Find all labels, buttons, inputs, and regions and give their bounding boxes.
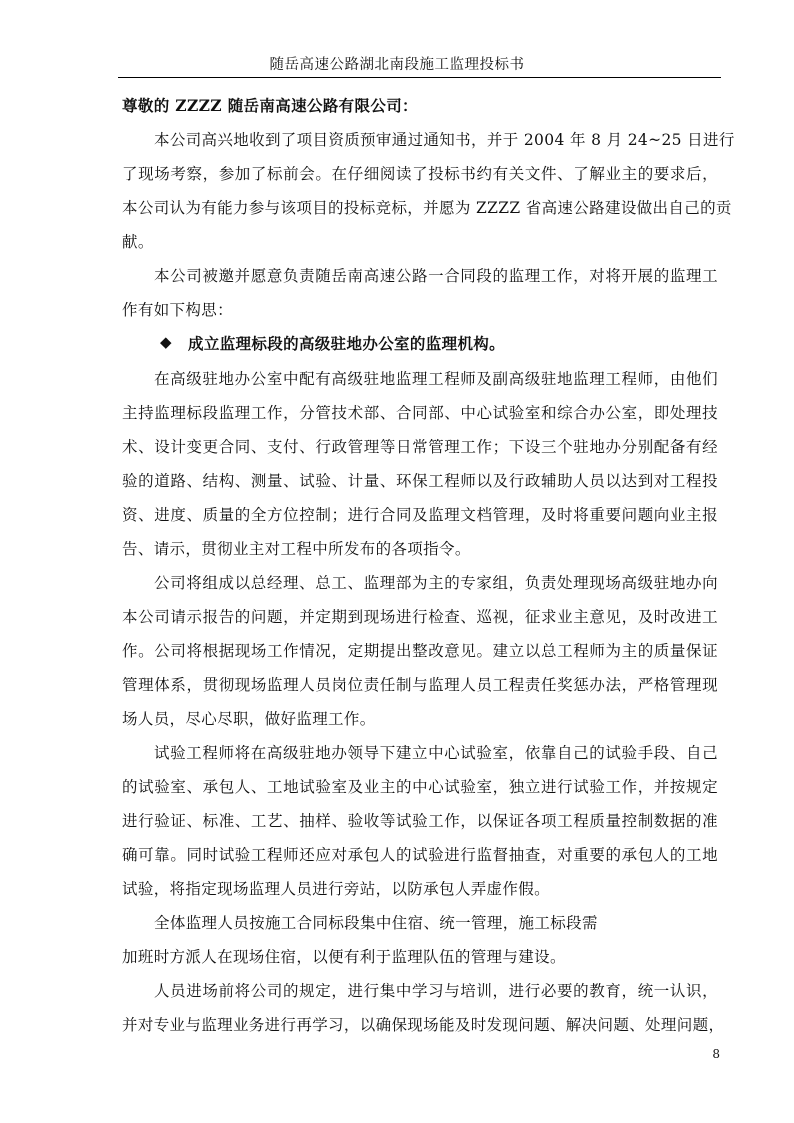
paragraph-line: 本公司请示报告的问题，并定期到现场进行检查、巡视，征求业主意见，及时改进工 xyxy=(122,608,718,626)
paragraph-line: 作。公司将根据现场工作情况，定期提出整改意见。建立以总工程师为主的质量保证 xyxy=(122,642,718,660)
paragraph-line: 场人员，尽心尽职，做好监理工作。 xyxy=(122,710,376,728)
paragraph-line: 主持监理标段监理工作，分管技术部、合同部、中心试验室和综合办公室，即处理技 xyxy=(122,404,718,422)
paragraph-line: 试验工程师将在高级驻地办领导下建立中心试验室，依靠自己的试验手段、自己 xyxy=(154,744,718,762)
paragraph-line: 的试验室、承包人、工地试验室及业主的中心试验室，独立进行试验工作，并按规定 xyxy=(122,778,718,796)
paragraph-line: 资、进度、质量的全方位控制；进行合同及监理文档管理，及时将重要问题向业主报 xyxy=(122,506,718,524)
paragraph-line: 告、请示，贯彻业主对工程中所发布的各项指令。 xyxy=(122,540,471,558)
diamond-bullet-icon: ◆ xyxy=(160,333,172,351)
paragraph-line: 了现场考察，参加了标前会。在仔细阅读了投标书约有关文件、了解业主的要求后， xyxy=(122,165,718,183)
paragraph-line: 试验，将指定现场监理人员进行旁站，以防承包人弄虚作假。 xyxy=(122,880,550,898)
paragraph-line: 本公司高兴地收到了项目资质预审通过通知书，并于 2004 年 8 月 24~25 日进行 xyxy=(154,131,735,149)
paragraph-line: 本公司被邀并愿意负责随岳南高速公路一合同段的监理工作，对将开展的监理工 xyxy=(154,267,718,285)
header-rule xyxy=(118,77,721,78)
paragraph-line: 本公司认为有能力参与该项目的投标竞标，并愿为 ZZZZ 省高速公路建设做出自己的贡 xyxy=(122,199,732,217)
header-title: 随岳高速公路湖北南段施工监理投标书 xyxy=(269,57,525,73)
paragraph-line: 管理体系，贯彻现场监理人员岗位责任制与监理人员工程责任奖惩办法，严格管理现 xyxy=(122,676,718,694)
paragraph-line: 验的道路、结构、测量、试验、计量、环保工程师以及行政辅助人员以达到对工程投 xyxy=(122,472,718,490)
paragraph-line: 全体监理人员按施工合同标段集中住宿、统一管理，施工标段需 xyxy=(154,914,598,932)
paragraph-line: 在高级驻地办公室中配有高级驻地监理工程师及副高级驻地监理工程师，由他们 xyxy=(154,370,718,388)
salutation: 尊敬的 ZZZZ 随岳南高速公路有限公司： xyxy=(122,96,418,115)
paragraph-line: 进行验证、标准、工艺、抽样、验收等试验工作，以保证各项工程质量控制数据的准 xyxy=(122,812,718,830)
paragraph-line: 献。 xyxy=(122,233,154,251)
bullet-heading: 成立监理标段的高级驻地办公室的监理机构。 xyxy=(188,334,506,353)
paragraph-line: 作有如下构思： xyxy=(122,301,233,319)
paragraph-line: 加班时方派人在现场住宿，以便有利于监理队伍的管理与建设。 xyxy=(122,948,566,966)
page-number: 8 xyxy=(712,1047,720,1061)
paragraph-line: 公司将组成以总经理、总工、监理部为主的专家组，负责处理现场高级驻地办向 xyxy=(154,574,718,592)
paragraph-line: 确可靠。同时试验工程师还应对承包人的试验进行监督抽查，对重要的承包人的工地 xyxy=(122,846,718,864)
paragraph-line: 术、设计变更合同、支付、行政管理等日常管理工作；下设三个驻地办分别配备有经 xyxy=(122,438,718,456)
paragraph-line: 人员进场前将公司的规定，进行集中学习与培训，进行必要的教育，统一认识， xyxy=(154,982,718,1000)
paragraph-line: 并对专业与监理业务进行再学习，以确保现场能及时发现问题、解决问题、处理问题， xyxy=(122,1016,725,1034)
